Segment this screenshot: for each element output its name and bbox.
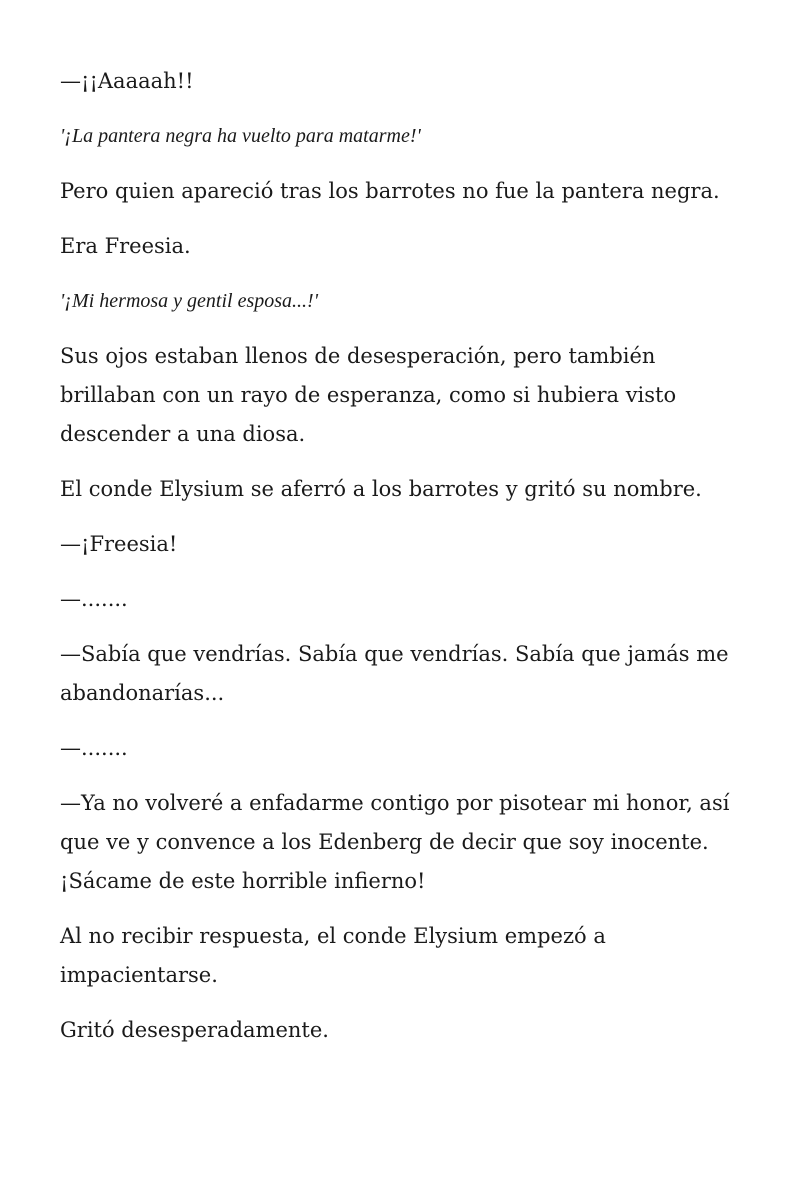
narration-paragraph: El conde Elysium se aferró a los barrotes y gritó su nombre. <box>60 477 702 501</box>
dialogue-line: —....... <box>60 587 128 611</box>
narration-paragraph: Era Freesia. <box>60 234 191 258</box>
dialogue-line: —¡Freesia! <box>60 532 178 556</box>
dialogue-line: —....... <box>60 736 128 760</box>
narration-paragraph: Gritó desesperadamente. <box>60 1018 329 1042</box>
narration-paragraph: Pero quien apareció tras los barrotes no fue la pantera negra. <box>60 179 720 203</box>
narration-paragraph: Al no recibir respuesta, el conde Elysium empezó a impacientarse. <box>60 924 606 987</box>
dialogue-line: —¡¡Aaaaah!! <box>60 69 194 93</box>
page-content <box>60 62 750 1066</box>
narration-paragraph: Sus ojos estaban llenos de desesperación, pero también brillaban con un rayo de esperanza, como si hubiera visto descender a una diosa. <box>60 344 677 446</box>
dialogue-line: —Ya no volveré a enfadarme contigo por pisotear mi honor, así que ve y convence a los Edenberg de decir que soy inocente. ¡Sácame de este horrible infierno! <box>60 791 730 893</box>
dialogue-line: —Sabía que vendrías. Sabía que vendrías. Sabía que jamás me abandonarías... <box>60 642 729 705</box>
inner-thought: '¡La pantera negra ha vuelto para matarme!' <box>60 125 421 147</box>
inner-thought: '¡Mi hermosa y gentil esposa...!' <box>60 290 318 312</box>
